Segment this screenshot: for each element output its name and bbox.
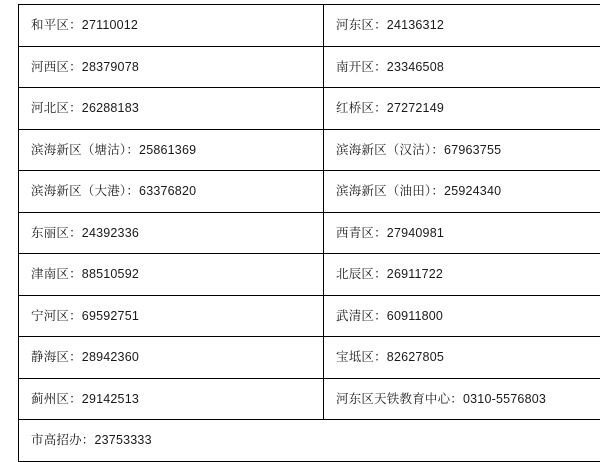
table-row — [19, 129, 600, 171]
table-cell-left — [19, 88, 324, 130]
cell-text: 静海区：28942360 — [31, 349, 323, 365]
table-cell-left — [19, 254, 324, 296]
cell-text: 滨海新区（大港）：63376820 — [31, 183, 323, 199]
table-cell-right — [324, 171, 600, 213]
cell-text: 蓟州区：29142513 — [31, 391, 323, 407]
table-cell-right — [324, 46, 600, 88]
table-cell-left — [19, 171, 324, 213]
table-row — [19, 212, 600, 254]
cell-text: 河西区：28379078 — [31, 59, 323, 75]
table-row — [19, 88, 600, 130]
cell-text: 滨海新区（油田）：25924340 — [336, 183, 600, 199]
table-row-footer — [19, 420, 600, 462]
table-cell-right — [324, 88, 600, 130]
table-cell-left — [19, 295, 324, 337]
document-page — [0, 4, 600, 456]
table-row — [19, 254, 600, 296]
table-cell-left — [19, 378, 324, 420]
cell-text: 滨海新区（汉沽）：67963755 — [336, 142, 600, 158]
table-cell-right — [324, 5, 600, 47]
cell-text: 东丽区：24392336 — [31, 225, 323, 241]
cell-text: 市高招办：23753333 — [31, 432, 600, 448]
cell-text: 河北区：26288183 — [31, 100, 323, 116]
table-row — [19, 171, 600, 213]
table-cell-right — [324, 212, 600, 254]
cell-text: 南开区：23346508 — [336, 59, 600, 75]
cell-text: 西青区：27940981 — [336, 225, 600, 241]
table-row — [19, 378, 600, 420]
table-body — [19, 5, 600, 462]
cell-text: 和平区：27110012 — [31, 17, 323, 33]
cell-text: 红桥区：27272149 — [336, 100, 600, 116]
table-cell-left — [19, 46, 324, 88]
cell-text: 滨海新区（塘沽）：25861369 — [31, 142, 323, 158]
cell-text: 武清区：60911800 — [336, 308, 600, 324]
table-row — [19, 337, 600, 379]
table-cell-right — [324, 254, 600, 296]
table-cell-right — [324, 378, 600, 420]
cell-text: 河东区天铁教育中心：0310-5576803 — [336, 391, 600, 407]
table-cell-right — [324, 337, 600, 379]
phone-directory-table — [18, 4, 600, 462]
table-cell-right — [324, 295, 600, 337]
cell-text: 津南区：88510592 — [31, 266, 323, 282]
table-cell-footer — [19, 420, 600, 462]
cell-text: 河东区：24136312 — [336, 17, 600, 33]
table-cell-right — [324, 129, 600, 171]
cell-text: 宝坻区：82627805 — [336, 349, 600, 365]
table-cell-left — [19, 5, 324, 47]
table-row — [19, 46, 600, 88]
table-cell-left — [19, 129, 324, 171]
table-cell-left — [19, 337, 324, 379]
table-row — [19, 295, 600, 337]
cell-text: 北辰区：26911722 — [336, 266, 600, 282]
table-cell-left — [19, 212, 324, 254]
table-row — [19, 5, 600, 47]
cell-text: 宁河区：69592751 — [31, 308, 323, 324]
